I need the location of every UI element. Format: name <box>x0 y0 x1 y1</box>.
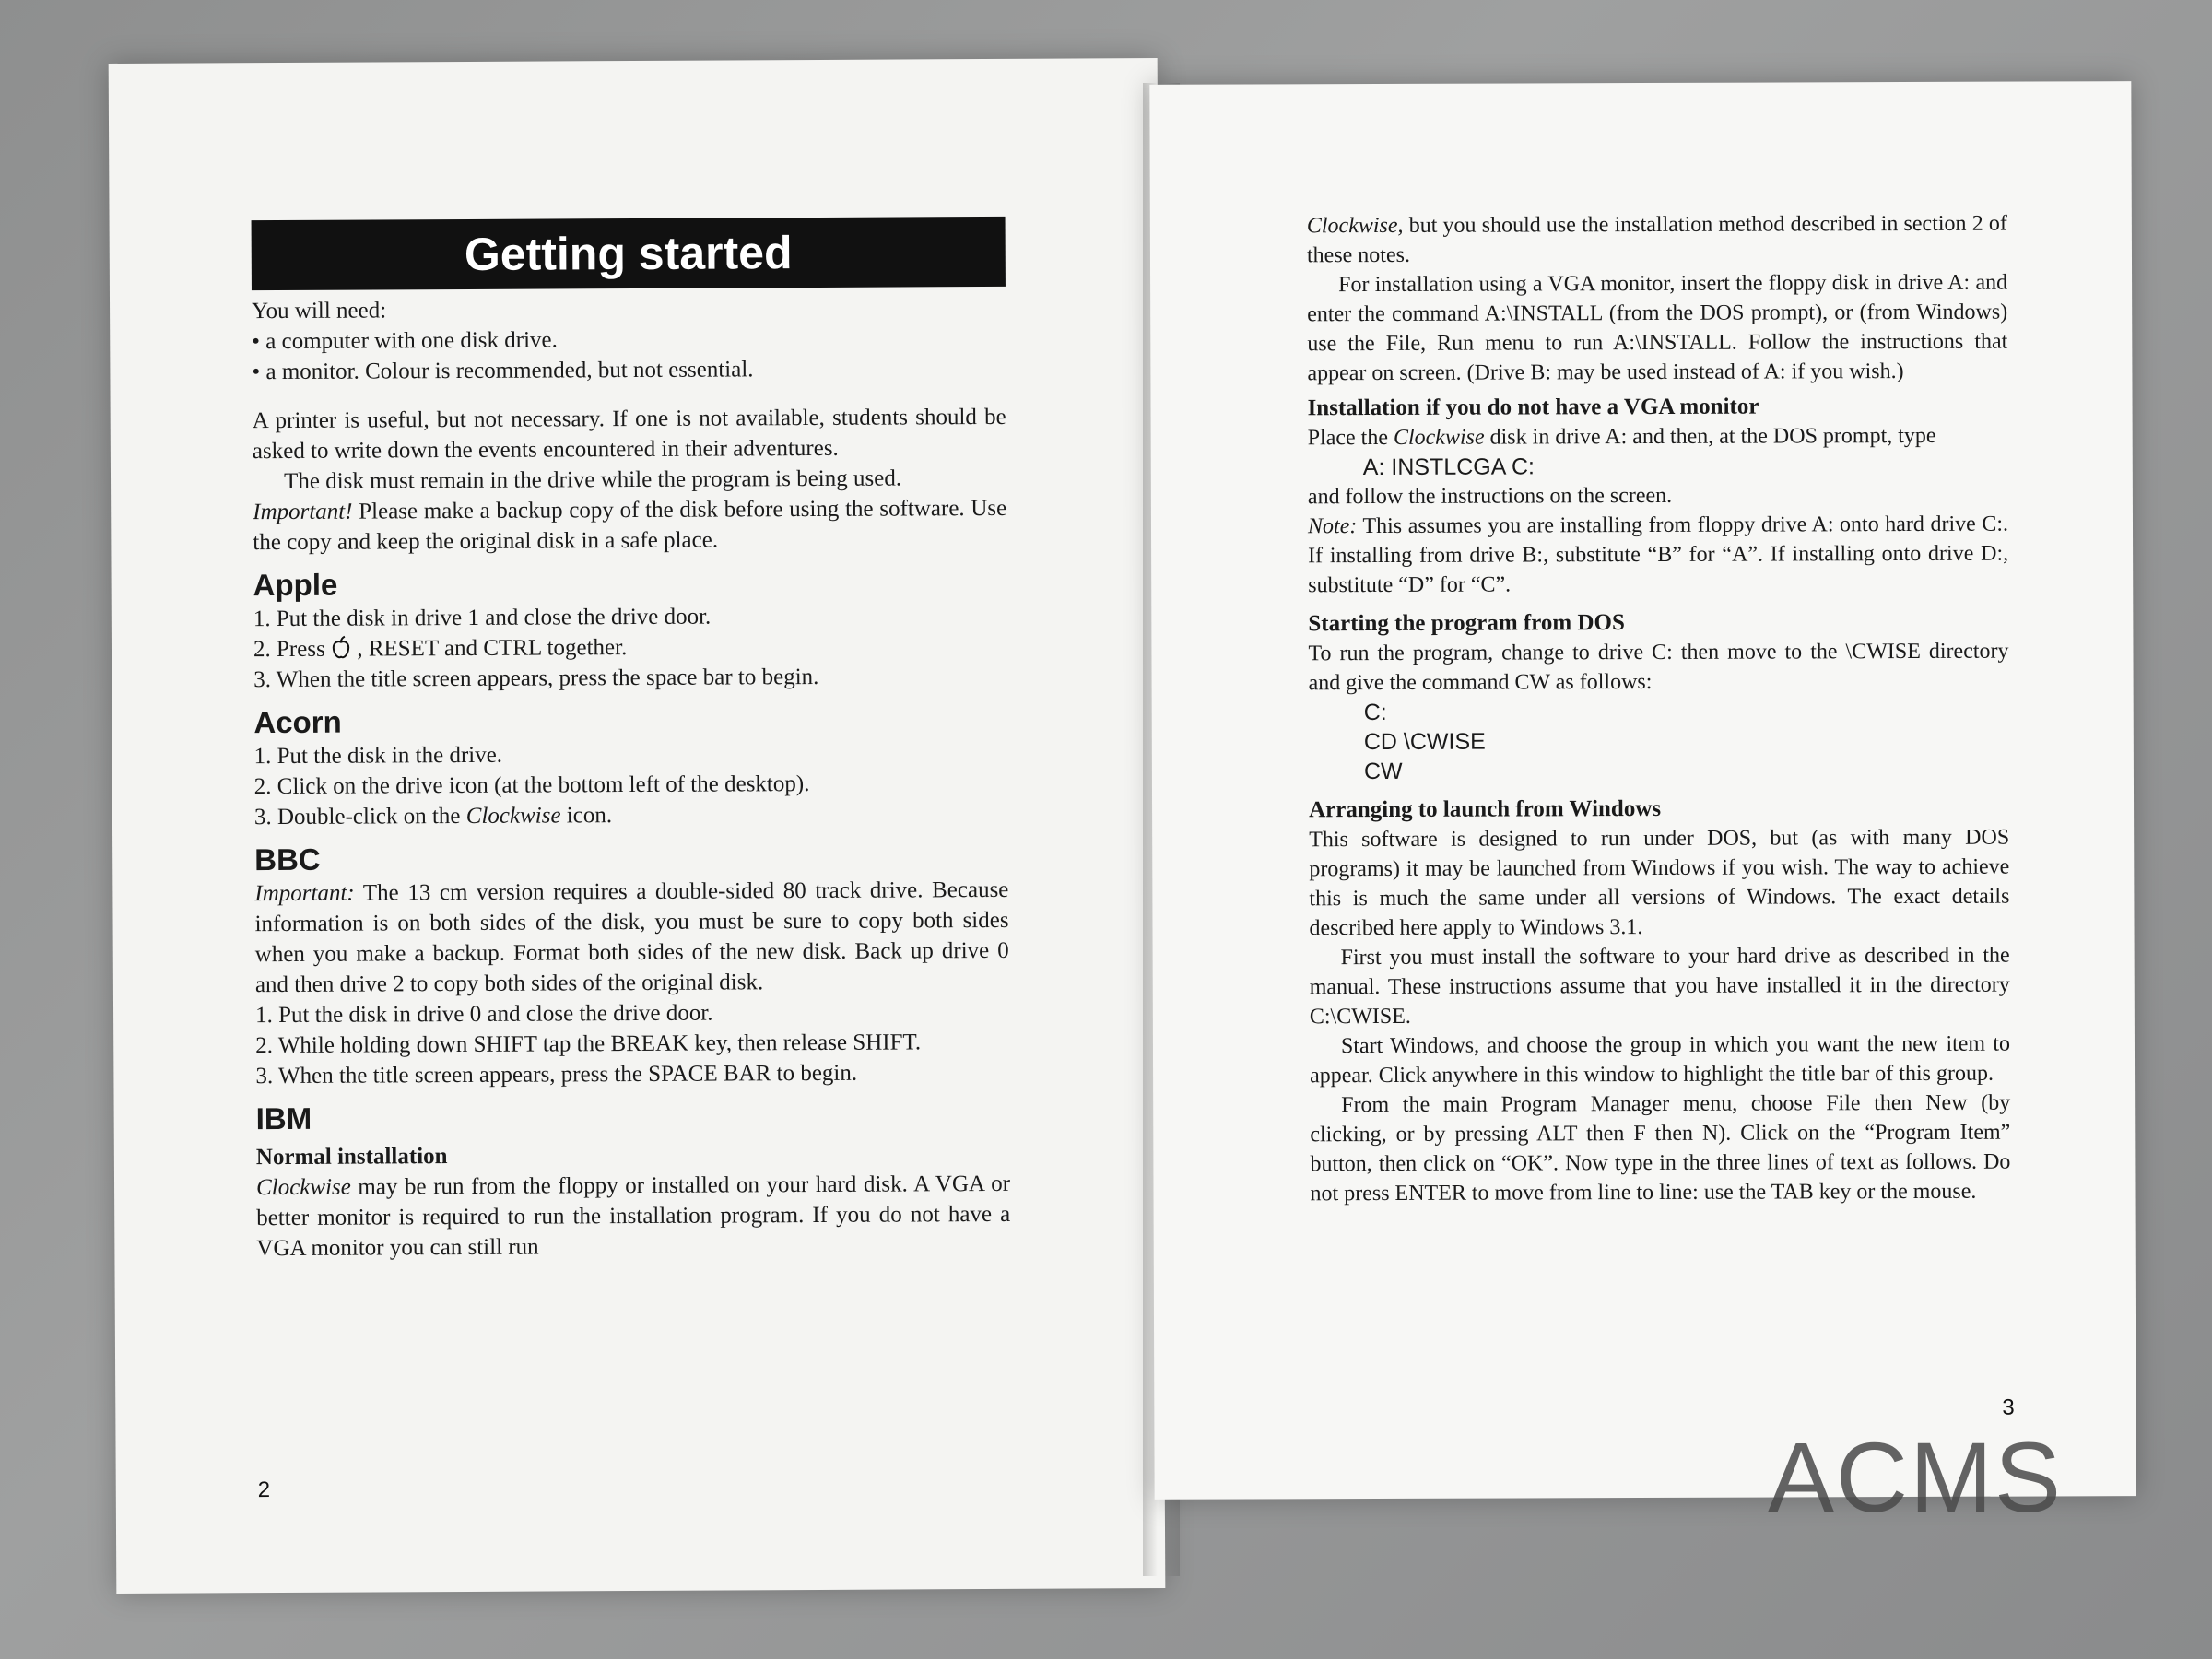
bbc-important <box>254 875 1009 1000</box>
step-text: , RESET and CTRL together. <box>350 635 628 662</box>
important-text: The 13 cm version requires a double-sided 80 track drive. Because information is on both sides of the disk, you must be sure to copy both sides when you make a backup. Format both sides of the new disk. Back up drive 0 and then drive 2 to copy both sides of the original disk. <box>254 877 1009 998</box>
list-item <box>254 798 1008 832</box>
follow-text: and follow the instructions on the screen. <box>1307 483 1673 510</box>
important-note <box>253 493 1006 558</box>
body-text: This assumes you are installing from floppy drive A: onto hard drive C:. If installing from drive B:, substitute “B” for “A”. If installing onto drive D:, substitute “D” for “C”. <box>1308 512 2009 598</box>
no-vga-text <box>1308 421 2008 453</box>
command-line: CW <box>1363 758 1403 785</box>
vga-install-text: For installation using a VGA monitor, insert the floppy disk in drive A: and enter the command A:\INSTALL (from the DOS prompt), or (from Windows) use the File, Run menu to run A:\INSTALL. Follow the instructions that appear on screen. (Drive B: may be used instead of A: if you wish.) <box>1307 270 2008 386</box>
disk-note: The disk must remain in the drive while the program is being used. <box>283 465 902 494</box>
left-page-content <box>252 217 1011 1264</box>
step-text: 3. Double-click on the <box>253 803 466 830</box>
subheading-windows: Arranging to launch from Windows <box>1309 795 1662 823</box>
list-item <box>253 630 1007 665</box>
list-item: 1. Put the disk in drive 1 and close the drive door. <box>253 604 712 632</box>
list-item: 1. Put the disk in the drive. <box>253 742 503 770</box>
step-text: 2. Press <box>253 636 332 663</box>
windows-paragraph: From the main Program Manager menu, choose File then New (by clicking, or by pressing ALT then F then N). Click on the “Program Item” button, then click on “OK”. Now type in the three lines of text as follows. Do not press ENTER to move from line to line: use the TAB key or the mouse. <box>1310 1090 2011 1206</box>
list-item: • a monitor. Colour is recommended, but not essential. <box>252 353 1006 387</box>
body-text: Place the <box>1307 425 1394 451</box>
product-name: Clockwise <box>255 1174 351 1201</box>
list-item: 2. While holding down SHIFT tap the BREAK key, then release SHIFT. <box>255 1030 922 1059</box>
section-heading-apple: Apple <box>253 567 338 603</box>
intro-text: You will need: <box>252 298 387 324</box>
note-label: Note: <box>1307 514 1358 539</box>
watermark-logo: ACMS <box>1768 1421 2064 1533</box>
important-label: Important! <box>253 499 353 525</box>
body-text: disk in drive A: and then, at the DOS prompt, type <box>1484 423 1936 450</box>
dos-text: To run the program, change to drive C: then move to the \CWISE directory and give the command CW as follows: <box>1308 639 2009 696</box>
list-item: 3. When the title screen appears, press the space bar to begin. <box>253 664 819 693</box>
right-page <box>1149 81 2136 1500</box>
command-line: A: INSTLCGA C: <box>1362 453 1535 481</box>
page-title: Getting started <box>252 217 1006 290</box>
command-line: C: <box>1363 699 1387 726</box>
apple-key-icon <box>331 636 351 660</box>
continuation-text <box>1307 209 2007 271</box>
product-name: Clockwise <box>465 803 561 829</box>
windows-paragraph: This software is designed to run under DOS, but (as with many DOS programs) it may be launched from Windows if you wish. The way to achieve this is much the same under all versions of Windows. The exact details described here apply to Windows 3.1. <box>1309 825 2010 941</box>
windows-paragraph: Start Windows, and choose the group in which you want the new item to appear. Click anywhere in this window to highlight the title bar of this group. <box>1310 1031 2011 1088</box>
note-text <box>1308 510 2008 601</box>
printer-note: A printer is useful, but not necessary. If one is not available, students should be asked to write down the events encountered in their adventures. <box>252 404 1006 465</box>
subheading-normal-installation: Normal installation <box>255 1144 448 1171</box>
important-text: Please make a backup copy of the disk before using the software. Use the copy and keep the original disk in a safe place. <box>253 495 1007 556</box>
list-item: 2. Click on the drive icon (at the bottom left of the desktop). <box>253 771 810 800</box>
left-page <box>109 58 1166 1594</box>
list-item: 3. When the title screen appears, press the SPACE BAR to begin. <box>255 1060 858 1089</box>
list-item: • a computer with one disk drive. <box>252 323 1006 357</box>
body-text: may be run from the floppy or installed on your hard disk. A VGA or better monitor is required to run the installation program. If you do not have a VGA monitor you can still run <box>256 1171 1011 1262</box>
section-heading-ibm: IBM <box>255 1100 312 1136</box>
section-heading-bbc: BBC <box>254 841 321 877</box>
right-page-content <box>1307 209 2011 1209</box>
subheading-dos: Starting the program from DOS <box>1308 610 1625 637</box>
important-label: Important: <box>254 880 355 907</box>
page-number: 3 <box>2002 1394 2015 1420</box>
page-number: 2 <box>257 1477 271 1503</box>
command-line: CD \CWISE <box>1363 728 1486 756</box>
subheading-no-vga: Installation if you do not have a VGA monitor <box>1307 394 1759 421</box>
step-text: icon. <box>560 803 613 829</box>
list-item: 1. Put the disk in drive 0 and close the drive door. <box>255 1000 713 1029</box>
ibm-text <box>256 1169 1011 1264</box>
windows-paragraph: First you must install the software to your hard drive as described in the manual. These instructions assume that you have installed it in the directory C:\CWISE. <box>1309 943 2010 1030</box>
product-name: Clockwise <box>1393 425 1485 450</box>
body-text: but you should use the installation method described in section 2 of these notes. <box>1306 211 2007 268</box>
section-heading-acorn: Acorn <box>253 704 342 740</box>
product-name: Clockwise, <box>1306 213 1404 239</box>
